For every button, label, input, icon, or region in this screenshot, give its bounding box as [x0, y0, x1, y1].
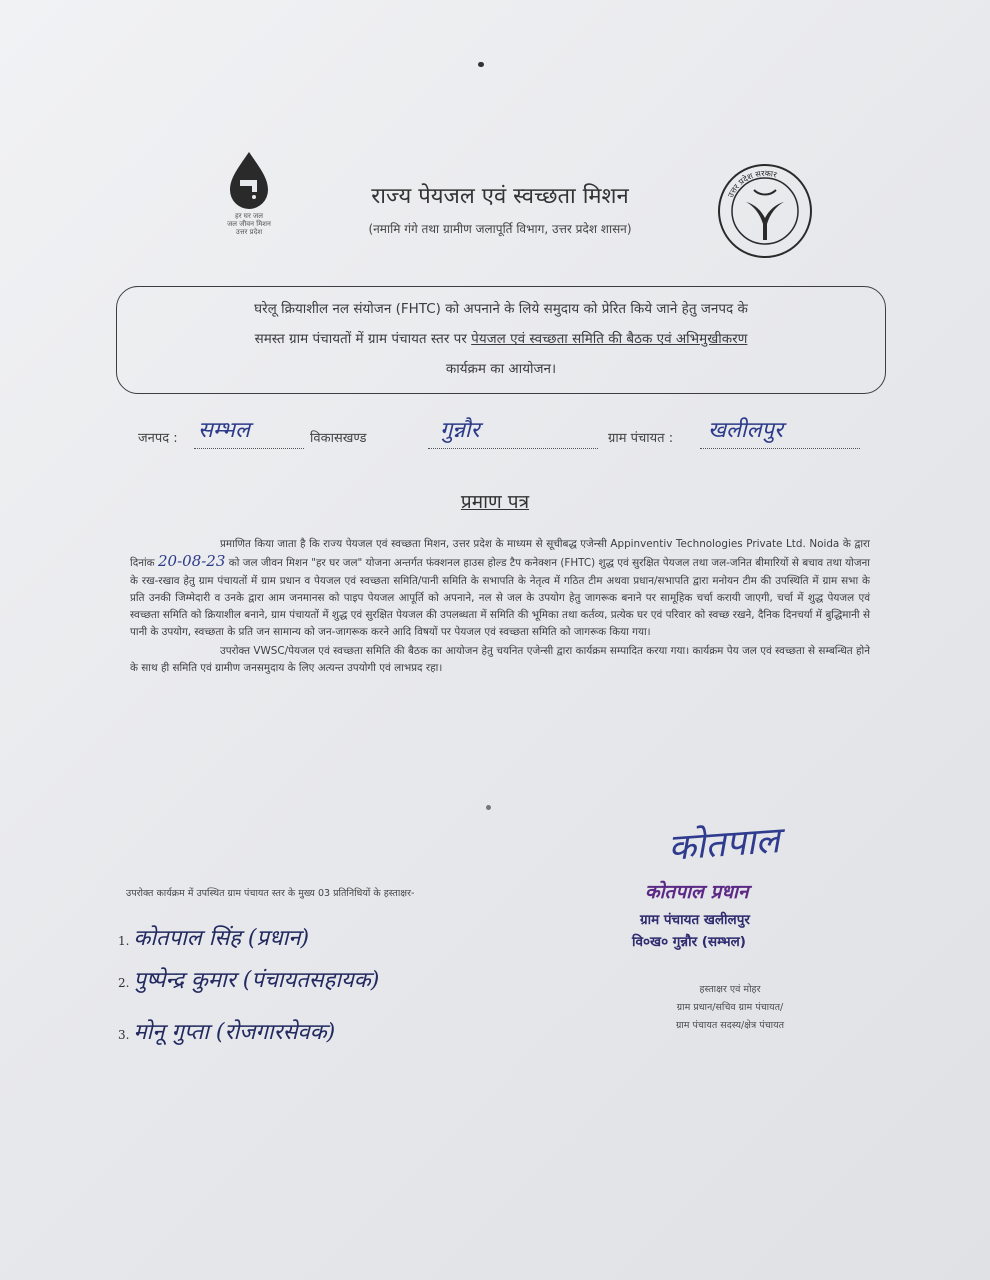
har-ghar-jal-logo — [214, 150, 284, 240]
location-fields — [138, 418, 868, 462]
panchayat-underline — [700, 448, 860, 449]
block-value: गुन्नौर — [440, 418, 480, 443]
stamp-block: वि०ख० गुन्नौर (सम्भल) — [632, 934, 746, 950]
panchayat-label: ग्राम पंचायत : — [608, 431, 674, 446]
program-line-1: घरेलू क्रियाशील नल संयोजन (FHTC) को अपनाने के लिये समुदाय को प्रेरित किये जाने हेतु जनपद के — [254, 301, 748, 317]
representative-3 — [118, 1016, 335, 1046]
district-label: जनपद : — [138, 431, 178, 446]
representative-2-text: पुष्पेन्द्र कुमार (पंचायतसहायक) — [133, 968, 380, 993]
representative-3-number: 3. — [118, 1028, 130, 1042]
mission-subtitle: (नमामि गंगे तथा ग्रामीण जलापूर्ति विभाग, उत्तर प्रदेश शासन) — [368, 222, 632, 236]
panchayat-value: खलीलपुर — [708, 418, 784, 443]
stamp-panchayat: ग्राम पंचायत खलीलपुर — [640, 912, 750, 928]
certificate-body — [130, 536, 870, 677]
paragraph-1-start: प्रमाणित किया जाता है कि राज्य पेयजल एवं स्वच्छता मिशन, उत्तर प्रदेश के माध्यम से सूचीबद्ध एजेन्सी Appinventiv Technologies Private Ltd. Noida के द्वारा दिनांक — [130, 538, 870, 570]
representative-2 — [118, 964, 379, 994]
block-label: विकासखण्ड — [310, 431, 367, 446]
program-line-3: कार्यक्रम का आयोजन। — [445, 361, 557, 377]
stamp-name: कोतपाल प्रधान — [645, 881, 749, 903]
signatory-role-2: ग्राम पंचायत सदस्य/क्षेत्र पंचायत — [675, 1020, 785, 1031]
program-line-2 — [117, 329, 885, 347]
handwritten-signature: कोतपाल — [666, 820, 782, 869]
representative-2-number: 2. — [118, 976, 130, 990]
representative-1 — [118, 922, 309, 952]
program-description-box — [116, 286, 886, 394]
program-line-2-text: समस्त ग्राम पंचायतों में ग्राम पंचायत स्तर पर — [254, 331, 467, 347]
representative-3-text: मोनू गुप्ता (रोजगारसेवक) — [133, 1020, 336, 1045]
government-seal-icon — [716, 162, 814, 260]
logo-tagline: हर घर जल जल जीवन मिशन उत्तर प्रदेश — [227, 212, 271, 236]
up-government-seal — [716, 162, 814, 260]
certificate-title: प्रमाण पत्र — [460, 491, 530, 513]
mission-title: राज्य पेयजल एवं स्वच्छता मिशन — [371, 184, 629, 209]
water-drop-icon — [214, 150, 284, 212]
paragraph-1-rest: को जल जीवन मिशन "हर घर जल" योजना अन्तर्गत फंक्शनल हाउस होल्ड टैप कनेक्शन (FHTC) शुद्ध एवं सुरक्षित पेयजल तथा जल-जनित बीमारियों से बचाव तथा योजना के रख-रखाव हेतु ग्राम पंचायतों में ग्राम प्रधान व पेयजल एवं स्वच्छता समिति/पानी समिति के सभापति के नेतृत्व में गठित टीम अथवा प्रधान/सभापति द्वारा मनोयन टीम की उपस्थिति में ग्राम सभा के प्रति उनकी जिम्मेदारी व उनके द्वारा आम जनमानस को पाइप पेयजल आपूर्ति को अपनाने, नल से जल के उपयोग हेतु जागरूक बनाने पर सामूहिक चर्चा करायी जाएगी, चर्चा में शुद्ध पेयजल एवं स्वच्छता समिति को क्रियाशील बनाने, ग्राम पंचायतों में शुद्ध एवं सुरक्षित पेयजल की उपलब्धता में समिति की भूमिका तथा कर्तव्य, प्रत्येक घर एवं परिवार को स्वच्छ रखने, दैनिक दिनचर्या में बुद्धिमानी से पानी के उपयोग, स्वच्छता के प्रति जन सामान्य को जन-जागरूक करने आदि विषयों पर पेयजल एवं स्वच्छता समिति को जागरूक किया गया। — [130, 557, 870, 639]
ink-speck — [478, 62, 484, 67]
signature-label: हस्ताक्षर एवं मोहर — [699, 984, 761, 995]
district-value: सम्भल — [198, 418, 250, 443]
ink-dot — [486, 805, 491, 810]
program-line-2-underlined: पेयजल एवं स्वच्छता समिति की बैठक एवं अभिमुखीकरण — [471, 331, 748, 347]
seal-text: उत्तर प्रदेश सरकार — [726, 168, 778, 199]
block-underline — [428, 448, 598, 449]
representatives-note: उपरोक्त कार्यक्रम में उपस्थित ग्राम पंचायत स्तर के मुख्य 03 प्रतिनिधियों के हस्ताक्षर- — [126, 888, 415, 899]
representative-1-number: 1. — [118, 934, 130, 948]
certificate-paragraph-1 — [130, 536, 870, 642]
district-underline — [194, 448, 304, 449]
certificate-paragraph-2: उपरोक्त VWSC/पेयजल एवं स्वच्छता समिति की बैठक का आयोजन हेतु चयनित एजेन्सी द्वारा कार्यक्रम सम्पादित करया गया। कार्यक्रम पेय जल एवं स्वच्छता से सम्बन्धित होने के साथ ही समिति एवं ग्रामीण जनसमुदाय के लिए अत्यन्त उपयोगी एवं लाभप्रद रहा। — [130, 644, 870, 675]
event-date: 20-08-23 — [158, 552, 226, 571]
signatory-role-1: ग्राम प्रधान/सचिव ग्राम पंचायत/ — [676, 1002, 784, 1013]
representative-1-text: कोतपाल सिंह (प्रधान) — [133, 926, 310, 951]
